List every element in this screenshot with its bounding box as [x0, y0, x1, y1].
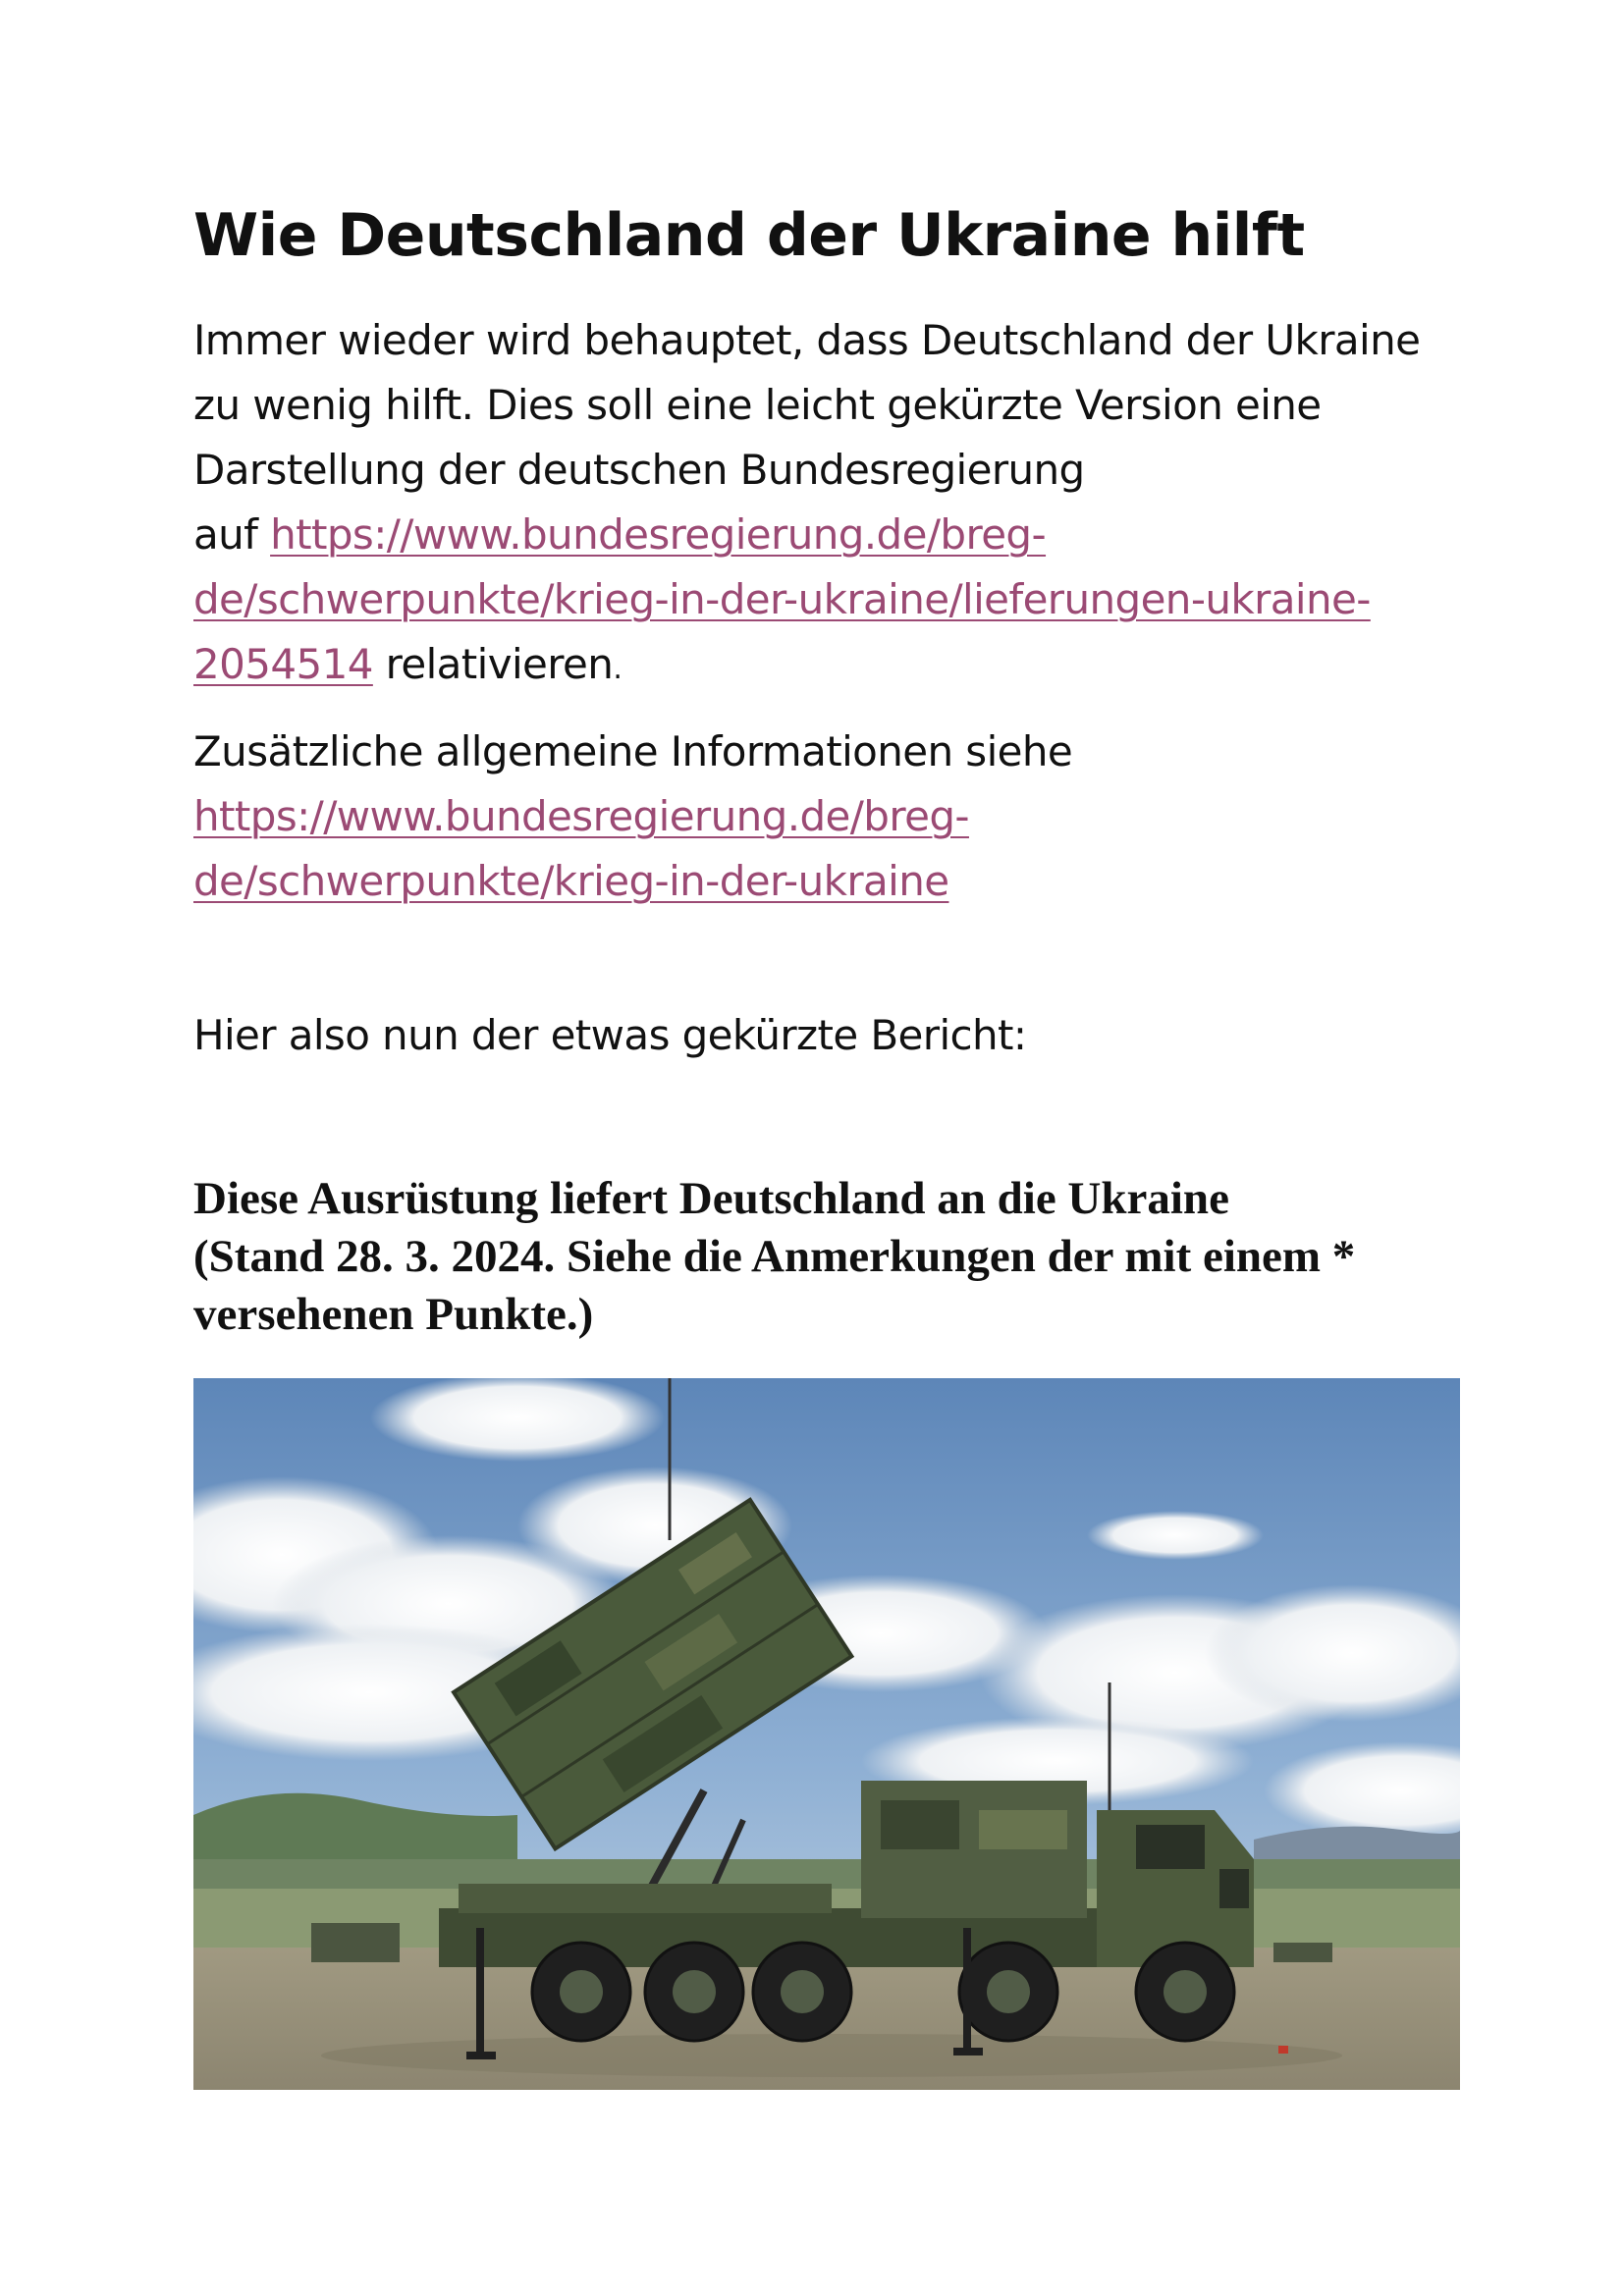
intro-line-6 [193, 632, 1470, 702]
intro-line-2: zu wenig hilft. Dies soll eine leicht gekürzte Version eine [193, 381, 1322, 429]
section-heading [193, 1170, 1489, 1344]
photo-illustration [193, 1378, 1460, 2090]
intro-suffix: relativieren [372, 640, 614, 688]
intro-line-4 [193, 503, 1470, 567]
intro-line-1: Immer wieder wird behauptet, dass Deutschland der Ukraine [193, 316, 1421, 364]
intro-period: . [613, 652, 623, 686]
source-link-part-3[interactable]: 2054514 [193, 640, 373, 688]
more-info-text: Zusätzliche allgemeine Informationen siehe [193, 727, 1073, 775]
info-link-part-1[interactable]: https://www.bundesregierung.de/breg- [193, 792, 969, 840]
intro-line-5 [193, 567, 1470, 632]
info-link-part-2[interactable]: de/schwerpunkte/krieg-in-der-ukraine [193, 857, 949, 905]
intro-prefix: auf [193, 510, 271, 559]
report-lead: Hier also nun der etwas gekürzte Bericht: [193, 1011, 1027, 1059]
source-link-part-2[interactable]: de/schwerpunkte/krieg-in-der-ukraine/lieferungen-ukraine- [193, 575, 1371, 623]
section-heading-line-2: (Stand 28. 3. 2024. Siehe die Anmerkungen der mit einem * [193, 1231, 1356, 1282]
more-info-paragraph [193, 720, 1470, 914]
section-heading-line-3: versehenen Punkte.) [193, 1289, 594, 1340]
more-info-line-3 [193, 849, 1470, 914]
source-link-part-1[interactable]: https://www.bundesregierung.de/breg- [270, 510, 1047, 559]
page-title: Wie Deutschland der Ukraine hilft [193, 201, 1305, 270]
patriot-launcher-photo [193, 1378, 1460, 2090]
intro-line-3: Darstellung der deutschen Bundesregierung [193, 446, 1085, 494]
more-info-line-2 [193, 784, 1470, 849]
section-heading-line-1: Diese Ausrüstung liefert Deutschland an die Ukraine [193, 1173, 1229, 1224]
intro-paragraph [193, 308, 1470, 702]
